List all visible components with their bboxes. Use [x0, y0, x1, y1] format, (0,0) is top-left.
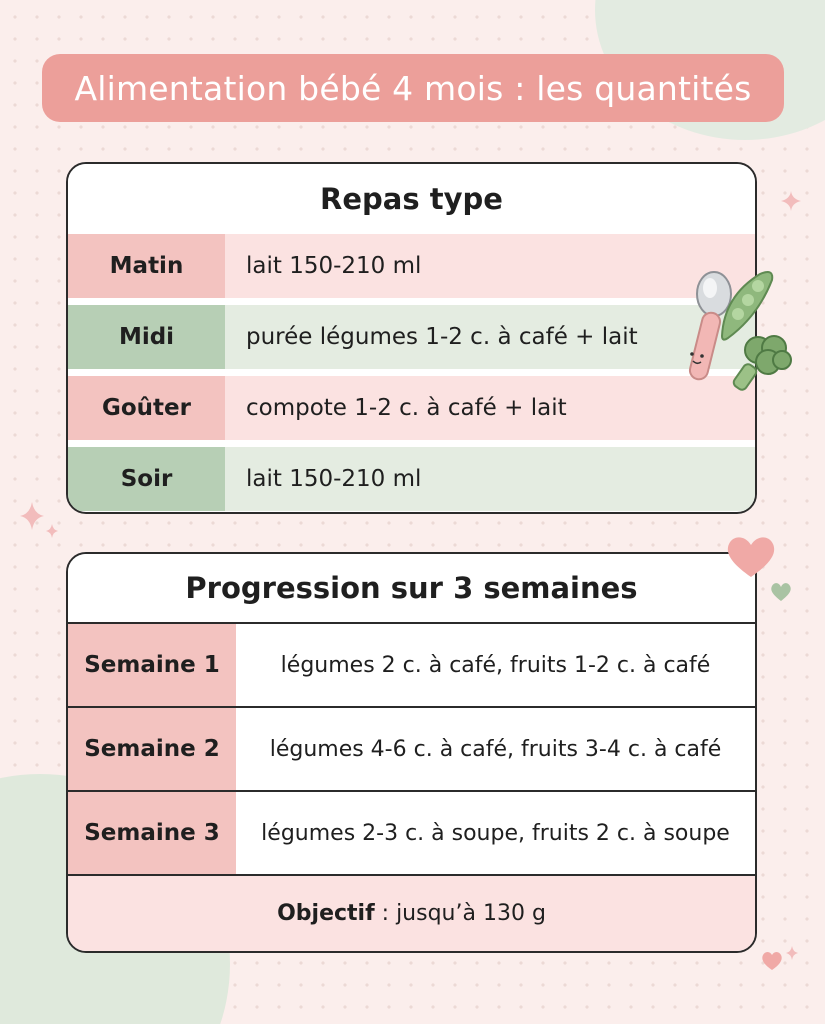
- meal-row-matin: [68, 234, 755, 298]
- progression-heading: Progression sur 3 semaines: [68, 554, 755, 622]
- goal-value: : jusqu’à 130 g: [374, 901, 546, 926]
- sparkle-icon: [780, 190, 802, 212]
- page-title: Alimentation bébé 4 mois : les quantités: [42, 54, 784, 122]
- week-label: Semaine 1: [68, 624, 236, 706]
- meal-label: Matin: [68, 234, 225, 298]
- meal-row-gouter: [68, 376, 755, 440]
- meal-label: Goûter: [68, 376, 225, 440]
- broccoli-icon: [728, 328, 794, 394]
- week-value: légumes 2 c. à café, fruits 1-2 c. à café: [236, 624, 755, 706]
- meal-label: Soir: [68, 447, 225, 511]
- heart-icon: [758, 940, 804, 980]
- meal-value: purée légumes 1-2 c. à café + lait: [225, 305, 755, 369]
- week-row-1: [68, 622, 755, 706]
- meal-row-midi: [68, 305, 755, 369]
- sparkle-icon: [14, 496, 64, 546]
- meal-value: lait 150-210 ml: [225, 234, 755, 298]
- goal-label: Objectif: [277, 901, 375, 926]
- week-label: Semaine 2: [68, 708, 236, 790]
- week-value: légumes 4-6 c. à café, fruits 3-4 c. à café: [236, 708, 755, 790]
- meal-row-soir: [68, 447, 755, 511]
- meal-value: compote 1-2 c. à café + lait: [225, 376, 755, 440]
- meal-value: lait 150-210 ml: [225, 447, 755, 511]
- meal-label: Midi: [68, 305, 225, 369]
- meals-heading: Repas type: [68, 164, 755, 234]
- goal-row: [68, 874, 755, 951]
- progression-card: [66, 552, 757, 953]
- week-row-3: [68, 790, 755, 874]
- week-row-2: [68, 706, 755, 790]
- week-value: légumes 2-3 c. à soupe, fruits 2 c. à soupe: [236, 792, 755, 874]
- heart-icon: [770, 582, 792, 602]
- meals-card: [66, 162, 757, 514]
- heart-icon: [725, 533, 777, 579]
- week-label: Semaine 3: [68, 792, 236, 874]
